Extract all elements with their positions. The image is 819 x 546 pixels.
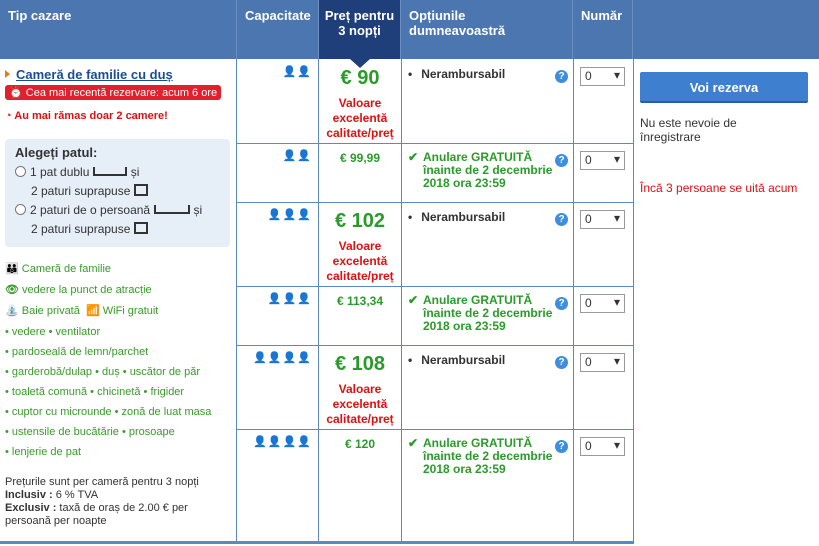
header-capacity: Capacitate: [237, 0, 319, 59]
capacity-icon: 👤👤👤: [267, 209, 312, 221]
room-price: € 90: [340, 67, 380, 89]
wifi-icon: 📶: [85, 305, 103, 317]
free-cancellation-option: ✔ Anulare GRATUITĂ înainte de 2 decembrie 2018 ora 23:59: [408, 293, 553, 333]
included-text: 6 % TVA: [52, 489, 99, 501]
rooms-remaining-text: Au mai rămas doar 2 camere!: [14, 110, 168, 122]
facility-row-4: • toaletă comună • chicinetă • frigider: [5, 386, 185, 398]
value-label: Valoare excelentă calitate/preț: [326, 239, 394, 283]
included-label: Inclusiv :: [5, 489, 53, 501]
room-quantity-select[interactable]: 0 ▾: [580, 353, 625, 372]
capacity-icon: 👤👤: [282, 66, 312, 78]
no-registration-text: Nu este nevoie de înregistrare: [640, 116, 737, 144]
price-note-line: Prețurile sunt per cameră pentru 3 nopți: [5, 476, 199, 488]
room-quantity-select[interactable]: 0 ▾: [580, 151, 625, 170]
capacity-icon: 👤👤👤👤: [253, 436, 312, 448]
bunk-bed-icon: [134, 184, 148, 196]
excluded-text: taxă de oraș de 2.00 € per persoană per noapte: [5, 502, 188, 527]
recent-booking-text: Cea mai recentă rezervare: acum 6 ore: [25, 87, 218, 99]
family-icon: 👪: [5, 263, 22, 275]
facility-family-room: 👪 Cameră de familie: [5, 263, 112, 275]
bed-choice-title: Alegeți patul:: [15, 145, 98, 160]
clock-icon: ◔: [5, 110, 15, 122]
check-icon: ✔: [408, 150, 419, 164]
bunk-bed-icon: [134, 222, 148, 234]
help-icon[interactable]: ?: [555, 70, 568, 83]
bed-option-1-and: și: [130, 165, 140, 179]
header-price: Preț pentru 3 nopți: [319, 0, 401, 59]
facility-row-1: • vedere • ventilator: [5, 326, 101, 338]
facility-row-7: • lenjerie de pat: [5, 446, 82, 458]
bed-option-1-radio[interactable]: [15, 166, 26, 177]
shower-icon: ⛲: [5, 305, 22, 317]
header-booking: [633, 0, 819, 59]
help-icon[interactable]: ?: [555, 213, 568, 226]
room-quantity-select[interactable]: 0 ▾: [580, 294, 625, 313]
check-icon: ✔: [408, 436, 419, 450]
help-icon[interactable]: ?: [555, 356, 568, 369]
help-icon[interactable]: ?: [555, 154, 568, 167]
facility-row-5: • cuptor cu microunde • zonă de luat masa: [5, 406, 212, 418]
non-refundable-option: • Nerambursabil: [408, 353, 505, 367]
price-note: [5, 476, 235, 528]
value-label: Valoare excelentă calitate/preț: [326, 96, 394, 140]
bed-choice-panel: [5, 139, 230, 247]
bed-option-2[interactable]: [15, 201, 220, 239]
capacity-icon: 👤👤👤👤: [253, 352, 312, 364]
bed-option-1[interactable]: [15, 163, 220, 201]
non-refundable-option: • Nerambursabil: [408, 67, 505, 81]
room-price: € 102: [334, 210, 386, 232]
double-bed-icon: [93, 167, 127, 176]
non-refundable-option: • Nerambursabil: [408, 210, 505, 224]
header-room-type: Tip cazare: [0, 0, 237, 59]
bed-option-2-radio[interactable]: [15, 204, 26, 215]
value-label: Valoare excelentă calitate/preț: [326, 382, 394, 426]
room-quantity-select[interactable]: 0 ▾: [580, 437, 625, 456]
facility-row-6: • ustensile de bucătărie • prosoape: [5, 426, 175, 438]
facility-view: 👁 vedere la punct de atracție: [5, 284, 152, 296]
room-name-link[interactable]: Cameră de familie cu duș: [5, 67, 173, 82]
book-button[interactable]: Voi rezerva: [640, 72, 808, 103]
recent-booking-badge: [5, 85, 221, 100]
room-price: € 99,99: [339, 151, 381, 165]
free-cancellation-option: ✔ Anulare GRATUITĂ înainte de 2 decembrie 2018 ora 23:59: [408, 150, 553, 190]
room-price: € 108: [334, 353, 386, 375]
watching-text: Încă 3 persoane se uită acum: [640, 181, 798, 195]
bed-option-2-label: 2 paturi de o persoană: [30, 203, 151, 217]
room-quantity-select[interactable]: 0 ▾: [580, 67, 625, 86]
facility-bathroom: ⛲ Baie privată 📶 WiFi gratuit: [5, 305, 159, 317]
room-price: € 120: [344, 437, 376, 451]
capacity-icon: 👤👤👤: [267, 293, 312, 305]
alarm-icon: ⏰: [9, 87, 26, 99]
help-icon[interactable]: ?: [555, 297, 568, 310]
eye-icon: 👁: [5, 284, 23, 296]
bed-option-2-and: și: [193, 203, 203, 217]
excluded-label: Exclusiv :: [5, 502, 57, 514]
single-beds-icon: [154, 205, 190, 214]
bed-option-1-label2: 2 paturi suprapuse: [31, 184, 131, 198]
check-icon: ✔: [408, 293, 419, 307]
help-icon[interactable]: ?: [555, 440, 568, 453]
room-price: € 113,34: [336, 294, 384, 308]
room-quantity-select[interactable]: 0 ▾: [580, 210, 625, 229]
bed-option-2-label2: 2 paturi suprapuse: [31, 222, 131, 236]
free-cancellation-option: ✔ Anulare GRATUITĂ înainte de 2 decembrie 2018 ora 23:59: [408, 436, 553, 476]
bed-option-1-label: 1 pat dublu: [30, 165, 90, 179]
header-number: Număr: [573, 0, 633, 59]
capacity-icon: 👤👤: [282, 150, 312, 162]
rooms-remaining: [5, 110, 168, 122]
facility-row-3: • garderobă/dulap • duș • uscător de păr: [5, 366, 201, 378]
facility-row-2: • pardoseală de lemn/parchet: [5, 346, 149, 358]
header-options: Opțiunile dumneavoastră: [401, 0, 573, 59]
